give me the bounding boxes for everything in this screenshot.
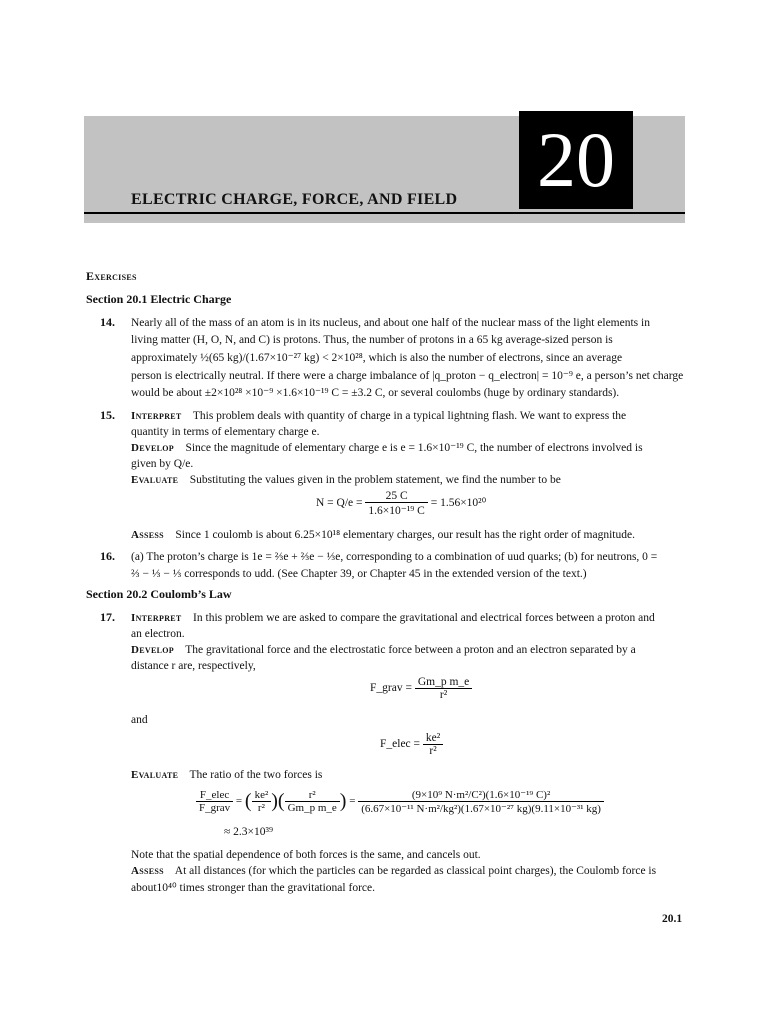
fgrav-lhs: F_grav =	[370, 682, 412, 695]
eq-denominator: 1.6×10⁻¹⁹ C	[368, 505, 425, 517]
eq-fraction	[365, 490, 427, 517]
problem-number-14: 14.	[100, 315, 115, 329]
page-number: 20.1	[662, 913, 683, 925]
p17-interpret	[131, 610, 655, 626]
ratio-lhs-denominator: F_grav	[199, 802, 231, 814]
ratio-lhs	[196, 789, 233, 814]
evaluate-text: Substituting the values given in the problem statement, we find the number to be	[189, 474, 561, 486]
ratio-a	[252, 789, 272, 814]
fgrav-numerator: Gm_p m_e	[415, 676, 472, 689]
section-heading-20-2: Section 20.2 Coulomb’s Law	[86, 587, 232, 601]
right-paren: )	[339, 790, 347, 812]
ratio-a-denominator: r²	[257, 802, 265, 814]
interpret-label: Interpret	[131, 410, 182, 422]
ratio-lhs-numerator: F_elec	[196, 789, 233, 802]
develop-label: Develop	[131, 442, 174, 454]
felec-lhs: F_elec =	[380, 738, 421, 751]
p14-line: approximately ½(65 kg)/(1.67×10⁻²⁷ kg) < 2×10²⁸, which is also the number of electrons, since an average	[131, 352, 623, 364]
evaluate-text: The ratio of the two forces is	[189, 769, 323, 781]
chapter-number-box	[519, 111, 633, 209]
p16-line: ⅔ − ⅓ − ⅓ corresponds to udd. (See Chapter 39, or Chapter 45 in the extended version of the text.)	[131, 568, 587, 580]
eq-numerator: 25 C	[365, 490, 427, 503]
p15-interpret	[131, 408, 626, 424]
left-paren: (	[277, 790, 285, 812]
p14-line: living matter (H, O, N, and C) is protons. Thus, the number of protons in a 65 kg average-sized person is	[131, 334, 613, 346]
chapter-title: ELECTRIC CHARGE, FORCE, AND FIELD	[131, 191, 458, 208]
eq-rhs: = 1.56×10²⁰	[430, 497, 487, 510]
p17-note: Note that the spatial dependence of both forces is the same, and cancels out.	[131, 849, 481, 861]
assess-text: At all distances (for which the particles can be regarded as classical point charges), the Coulomb force is	[174, 865, 657, 877]
equals-sign: =	[349, 795, 356, 808]
interpret-label: Interpret	[131, 612, 182, 624]
right-paren: )	[271, 790, 278, 812]
equation-number-of-charges	[316, 490, 486, 517]
equation-force-ratio	[196, 788, 604, 815]
ratio-numeric-denominator: (6.67×10⁻¹¹ N·m²/kg²)(1.67×10⁻²⁷ kg)(9.11×10⁻³¹ kg)	[361, 803, 601, 815]
interpret-text: In this problem we are asked to compare the gravitational and electrical forces between a proton and	[193, 612, 655, 624]
p14-line: would be about ±2×10²⁸ ×10⁻⁹ ×1.6×10⁻¹⁹ C = ±3.2 C, or several coulombs (huge by ordinary standards).	[131, 387, 620, 399]
ratio-numeric-numerator: (9×10⁹ N·m²/C²)(1.6×10⁻¹⁹ C)²	[358, 788, 604, 802]
ratio-result: ≈ 2.3×10³⁹	[224, 826, 274, 838]
develop-text: The gravitational force and the electrostatic force between a proton and an electron separated by a	[185, 644, 636, 656]
chapter-number: 20	[537, 116, 615, 203]
fgrav-fraction	[415, 676, 472, 701]
header-rule	[84, 212, 685, 214]
p14-line: Nearly all of the mass of an atom is in its nucleus, and about one half of the nuclear mass of the light elements in	[131, 317, 650, 329]
equation-gravitational-force	[370, 676, 472, 701]
develop-label: Develop	[131, 644, 174, 656]
ratio-a-numerator: ke²	[252, 789, 272, 802]
felec-fraction	[423, 732, 443, 757]
p15-develop-cont: given by Q/e.	[131, 458, 194, 470]
p17-assess	[131, 863, 656, 879]
ratio-b-denominator: Gm_p m_e	[287, 802, 337, 814]
p17-assess-cont: about10⁴⁰ times stronger than the gravitational force.	[131, 882, 375, 894]
p15-develop	[131, 440, 643, 456]
p16-line: (a) The proton’s charge is 1e = ⅔e + ⅔e − ⅓e, corresponding to a combination of uud quarks; (b) for neutrons, 0 =	[131, 551, 658, 563]
ratio-b	[285, 789, 340, 814]
p17-interpret-cont: an electron.	[131, 628, 185, 640]
evaluate-label: Evaluate	[131, 474, 179, 486]
p17-evaluate	[131, 767, 322, 783]
problem-number-17: 17.	[100, 610, 115, 624]
p15-interpret-cont: quantity in terms of elementary charge e.	[131, 426, 320, 438]
section-heading-20-1: Section 20.1 Electric Charge	[86, 292, 232, 306]
left-paren: (	[244, 790, 252, 812]
evaluate-label: Evaluate	[131, 769, 179, 781]
p14-line: person is electrically neutral. If there were a charge imbalance of |q_proton − q_electron| = 10⁻⁹ e, a person’s net charge	[131, 370, 684, 382]
interpret-text: This problem deals with quantity of charge in a typical lightning flash. We want to express the	[192, 410, 627, 422]
p15-evaluate	[131, 472, 561, 488]
ratio-b-numerator: r²	[285, 789, 340, 802]
assess-label: Assess	[131, 865, 164, 877]
ratio-numeric	[358, 788, 604, 815]
assess-label: Assess	[131, 529, 164, 541]
fgrav-denominator: r²	[439, 689, 448, 701]
develop-text: Since the magnitude of elementary charge e is e = 1.6×10⁻¹⁹ C, the number of electrons involved is	[185, 442, 643, 454]
exercises-heading: Exercises	[86, 269, 137, 283]
equals-sign: =	[235, 795, 243, 808]
p17-develop	[131, 642, 636, 658]
felec-denominator: r²	[429, 745, 437, 757]
p17-develop-cont: distance r are, respectively,	[131, 660, 256, 672]
problem-number-15: 15.	[100, 408, 115, 422]
p15-assess	[131, 527, 635, 543]
problem-number-16: 16.	[100, 549, 115, 563]
eq-lhs: N = Q/e =	[316, 497, 363, 510]
assess-text: Since 1 coulomb is about 6.25×10¹⁸ elementary charges, our result has the right order of magnitude.	[175, 529, 635, 541]
felec-numerator: ke²	[423, 732, 443, 745]
equation-electrostatic-force	[380, 732, 443, 757]
and-text: and	[131, 714, 148, 726]
